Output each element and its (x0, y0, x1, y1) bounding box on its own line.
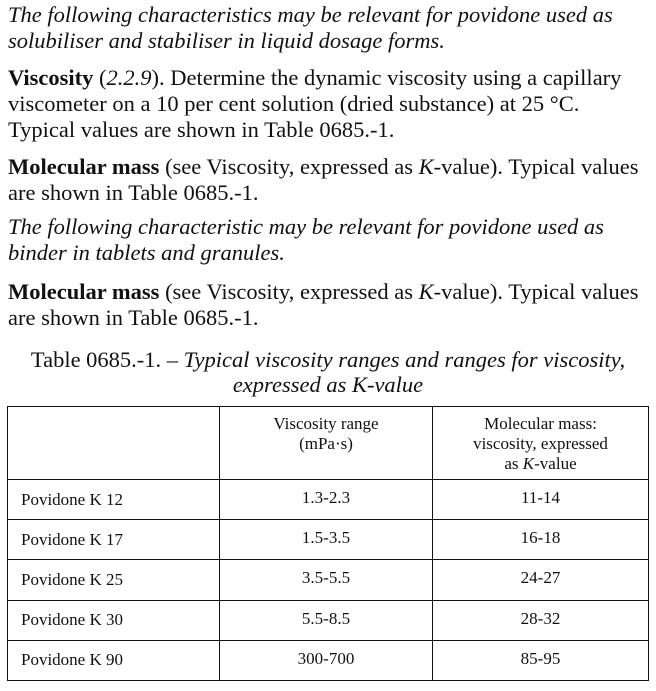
viscosity-range-cell: 5.5-8.5 (220, 600, 433, 640)
header-viscosity-line2: (mPa·s) (299, 434, 353, 453)
header-molecular-mass (433, 407, 649, 480)
k-value-cell: 11-14 (433, 480, 649, 520)
header-mm-line2: viscosity, expressed (473, 434, 608, 453)
viscosity-range-cell: 1.3-2.3 (220, 480, 433, 520)
molecular-mass-text-1b: -value). Typical values are shown in Table 0685.-1. (8, 154, 639, 205)
table-row (8, 520, 649, 560)
viscosity-table (7, 406, 649, 681)
viscosity-paragraph: Viscosity (2.2.9). Determine the dynamic viscosity using a capillary viscometer on a 10 per cent solution (dried substance) at 25 °C. Typical values are shown in Table 0685.-1. (8, 65, 622, 142)
table-caption-title: Typical viscosity ranges and ranges for viscosity, expressed as K-value (183, 347, 626, 397)
table-row (8, 640, 649, 680)
molecular-mass-term-2: Molecular mass (8, 279, 160, 304)
k-value-cell: 24-27 (433, 560, 649, 600)
intro-paragraph-binder: The following characteristic may be relevant for povidone used as binder in tablets and granules. (8, 214, 604, 265)
k-value-cell: 85-95 (433, 640, 649, 680)
header-mm-line3-a: as (504, 454, 523, 473)
viscosity-term: Viscosity (8, 65, 94, 90)
molecular-mass-term-1: Molecular mass (8, 154, 160, 179)
header-viscosity-line1: Viscosity range (273, 414, 379, 433)
viscosity-range-cell: 300-700 (220, 640, 433, 680)
header-mm-line1: Molecular mass: (484, 414, 597, 433)
molecular-mass-text-1a: (see Viscosity, expressed as (159, 154, 419, 179)
table-row (8, 560, 649, 600)
table-caption (0, 347, 656, 397)
molecular-mass-k-2: K (418, 279, 434, 304)
povidone-name-cell: Povidone K 90 (8, 640, 220, 680)
molecular-mass-text-2b: -value). Typical values are shown in Table 0685.-1. (8, 279, 639, 330)
molecular-mass-text-2a: (see Viscosity, expressed as (159, 279, 419, 304)
molecular-mass-paragraph-2 (8, 279, 648, 331)
povidone-name-cell: Povidone K 30 (8, 600, 220, 640)
k-value-cell: 28-32 (433, 600, 649, 640)
molecular-mass-k-1: K (418, 154, 434, 179)
viscosity-ref: 2.2.9 (106, 65, 152, 90)
povidone-name-cell: Povidone K 25 (8, 560, 220, 600)
k-value-cell: 16-18 (433, 520, 649, 560)
header-empty-cell (8, 407, 220, 480)
intro-paragraph-solubiliser: The following characteristics may be relevant for povidone used as solubiliser and stabiliser in liquid dosage forms. (8, 2, 613, 53)
table-row (8, 600, 649, 640)
header-viscosity-range (220, 407, 433, 480)
viscosity-range-cell: 3.5-5.5 (220, 560, 433, 600)
table-header-row (8, 407, 649, 480)
molecular-mass-paragraph-1 (8, 154, 648, 206)
viscosity-range-cell: 1.5-3.5 (220, 520, 433, 560)
povidone-name-cell: Povidone K 17 (8, 520, 220, 560)
viscosity-text: . Determine the dynamic viscosity using a capillary viscometer on a 10 per cent solution (dried substance) at 25 °C. Typical values are shown in Table 0685.-1. (8, 65, 622, 142)
header-mm-line3-b: -value (534, 454, 577, 473)
header-mm-line3 (433, 454, 648, 474)
povidone-name-cell: Povidone K 12 (8, 480, 220, 520)
table-caption-number: Table 0685.-1. – (30, 347, 184, 372)
table-row (8, 480, 649, 520)
header-mm-k: K (522, 454, 535, 473)
